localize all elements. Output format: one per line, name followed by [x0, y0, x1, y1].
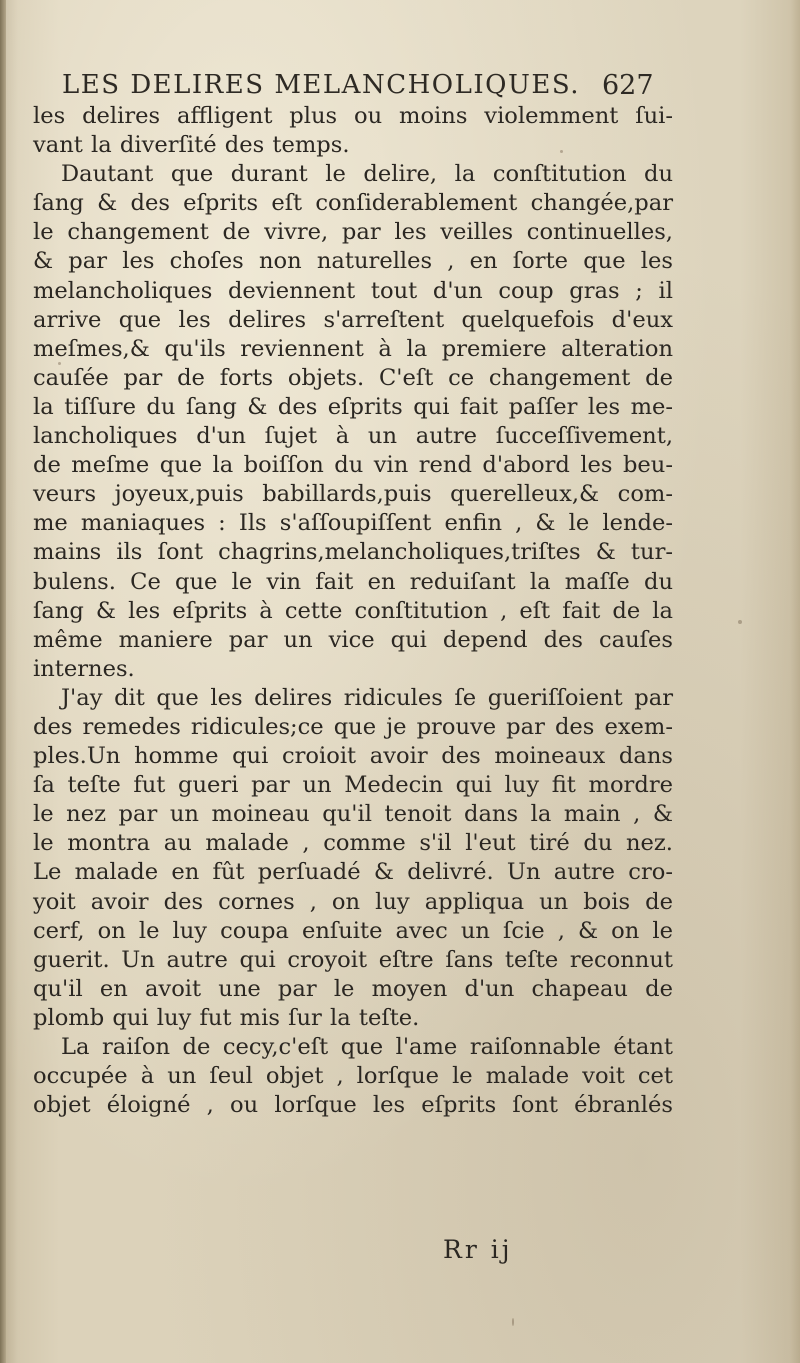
text-line: me maniaques : Ils s'aſſoupiſſent enfin , & le lende-	[33, 510, 673, 537]
text-line: lancholiques d'un ſujet à un autre ſucceſſivement,	[33, 423, 673, 450]
text-line: le montra au malade , comme s'il l'eut tiré du nez.	[33, 830, 673, 857]
paper-speck	[58, 362, 61, 365]
page-number: 627	[602, 70, 654, 101]
signature-mark: Rr ij	[443, 1235, 513, 1264]
text-line: vant la diverſité des temps.	[33, 132, 350, 159]
text-line: & par les choſes non naturelles , en ſorte que les	[33, 248, 673, 275]
text-line: J'ay dit que les delires ridicules ſe gueriſſoient par	[61, 684, 673, 711]
text-line: melancholiques deviennent tout d'un coup gras ; il	[33, 277, 673, 304]
running-title: LES DELIRES MELANCHOLIQUES.	[62, 70, 580, 100]
paper-speck	[320, 748, 322, 754]
text-line: cauſée par de forts objets. C'eſt ce changement de	[33, 364, 673, 391]
text-line: La raiſon de cecy,c'eſt que l'ame raiſonnable étant	[61, 1034, 673, 1060]
body-text	[33, 102, 673, 1120]
text-line: yoit avoir des cornes , on luy appliqua un bois de	[33, 888, 673, 915]
paper-speck	[560, 150, 563, 153]
paper-speck	[512, 1318, 514, 1326]
text-line: ſang & des eſprits eſt conſiderablement changée,par	[33, 190, 673, 217]
text-line: la tiſſure du ſang & des eſprits qui fait paſſer les me-	[33, 393, 673, 420]
text-line: Le malade en fût perſuadé & delivré. Un autre cro-	[33, 859, 673, 886]
text-line: Dautant que durant le delire, la conſtitution du	[61, 161, 673, 188]
text-line: ſa teſte fut gueri par un Medecin qui luy fit mordre	[33, 772, 673, 799]
text-line: guerit. Un autre qui croyoit eſtre ſans teſte reconnut	[33, 946, 673, 973]
text-line: les delires affligent plus ou moins violemment ſui-	[33, 103, 673, 129]
page-gutter-edge	[0, 0, 6, 1363]
text-line: le changement de vivre, par les veilles continuelles,	[33, 219, 673, 246]
text-line: le nez par un moineau qu'il tenoit dans la main , &	[33, 801, 673, 828]
text-line: de meſme que la boiſſon du vin rend d'abord les beu-	[33, 452, 673, 479]
text-line: occupée à un ſeul objet , lorſque le malade voit cet	[33, 1063, 673, 1090]
text-line: mains ils ſont chagrins,melancholiques,triſtes & tur-	[33, 539, 673, 566]
text-line: plomb qui luy fut mis ſur la teſte.	[33, 1004, 420, 1031]
text-line: arrive que les delires s'arreſtent quelquefois d'eux	[33, 306, 673, 333]
text-line: bulens. Ce que le vin fait en reduiſant la maſſe du	[33, 568, 673, 595]
text-line: ples.Un homme qui croioit avoir des moineaux dans	[33, 743, 673, 770]
text-line: objet éloigné , ou lorſque les eſprits ſont ébranlés	[33, 1092, 673, 1119]
text-line: cerf, on le luy coupa enſuite avec un ſcie , & on le	[33, 917, 673, 944]
paper-speck	[738, 620, 742, 624]
text-line: ſang & les eſprits à cette conſtitution , eſt fait de la	[33, 597, 673, 624]
text-line: des remedes ridicules;ce que je prouve par des exem-	[33, 713, 673, 740]
text-line: qu'il en avoit une par le moyen d'un chapeau de	[33, 975, 673, 1002]
text-line: même maniere par un vice qui depend des cauſes	[33, 626, 673, 653]
text-line: internes.	[33, 655, 135, 682]
text-line: veurs joyeux,puis babillards,puis querelleux,& com-	[33, 481, 673, 508]
text-line: meſmes,& qu'ils reviennent à la premiere alteration	[33, 335, 673, 362]
